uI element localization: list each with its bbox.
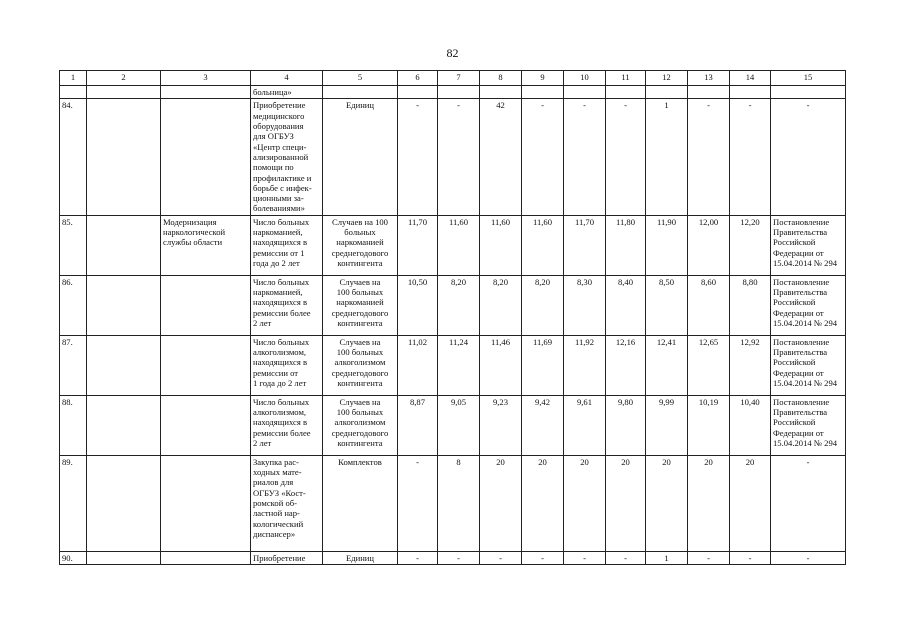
- value-cell: 11,24: [438, 335, 480, 395]
- unit-cell: Единиц: [323, 99, 398, 215]
- basis-cell: -: [771, 551, 846, 564]
- unit-cell: Случаев на 100 больных алкоголизмом среднегодового контингента: [323, 395, 398, 455]
- value-cell: 20: [564, 455, 606, 551]
- value-cell: -: [730, 551, 771, 564]
- value-cell: -: [522, 551, 564, 564]
- basis-cell: -: [771, 455, 846, 551]
- value-cell: -: [398, 99, 438, 215]
- value-cell: [522, 86, 564, 99]
- indicators-table: [59, 70, 846, 565]
- row-number-cell: 89.: [60, 455, 87, 551]
- value-cell: 1: [646, 99, 688, 215]
- value-cell: -: [438, 551, 480, 564]
- header-cell: 8: [480, 71, 522, 86]
- value-cell: 8,87: [398, 395, 438, 455]
- value-cell: 10,40: [730, 395, 771, 455]
- value-cell: 12,00: [688, 215, 730, 275]
- value-cell: 12,41: [646, 335, 688, 395]
- event-name-cell: Модернизация наркологической службы области: [161, 215, 251, 275]
- header-cell: 4: [251, 71, 323, 86]
- value-cell: [480, 86, 522, 99]
- value-cell: 12,16: [606, 335, 646, 395]
- unit-cell: Случаев на 100 больных алкоголизмом среднегодового контингента: [323, 335, 398, 395]
- value-cell: 20: [606, 455, 646, 551]
- value-cell: 11,60: [522, 215, 564, 275]
- value-cell: 8,30: [564, 275, 606, 335]
- row-number-cell: 87.: [60, 335, 87, 395]
- basis-cell: [771, 86, 846, 99]
- header-cell: 13: [688, 71, 730, 86]
- value-cell: 8,40: [606, 275, 646, 335]
- row-number-cell: 86.: [60, 275, 87, 335]
- value-cell: -: [688, 99, 730, 215]
- value-cell: 8,20: [522, 275, 564, 335]
- indicator-name-cell: Число больных наркоманией, находящихся в ремиссии от 1 года до 2 лет: [251, 215, 323, 275]
- header-cell: 9: [522, 71, 564, 86]
- table-row: [60, 275, 846, 335]
- indicator-name-cell: Приобретение медицинского оборудования для ОГБУЗ «Центр специ- ализированной помощи по профилактике и борьбе с инфек- ционными за- болеваниями»: [251, 99, 323, 215]
- section-cell: [87, 86, 161, 99]
- page-number: 82: [446, 46, 459, 60]
- event-name-cell: [161, 455, 251, 551]
- header-cell: 5: [323, 71, 398, 86]
- value-cell: 9,42: [522, 395, 564, 455]
- value-cell: -: [606, 551, 646, 564]
- row-number-cell: 88.: [60, 395, 87, 455]
- unit-cell: [323, 86, 398, 99]
- header-cell: 14: [730, 71, 771, 86]
- event-name-cell: [161, 335, 251, 395]
- header-cell: 15: [771, 71, 846, 86]
- value-cell: 20: [480, 455, 522, 551]
- value-cell: -: [564, 99, 606, 215]
- basis-cell: Постановление Правительства Российской Федерации от 15.04.2014 № 294: [771, 215, 846, 275]
- unit-cell: Единиц: [323, 551, 398, 564]
- value-cell: 9,05: [438, 395, 480, 455]
- indicator-name-cell: Число больных наркоманией, находящихся в ремиссии более 2 лет: [251, 275, 323, 335]
- section-cell: [87, 275, 161, 335]
- value-cell: 9,23: [480, 395, 522, 455]
- table-row: [60, 86, 846, 99]
- value-cell: 9,80: [606, 395, 646, 455]
- header-cell: 3: [161, 71, 251, 86]
- value-cell: 20: [646, 455, 688, 551]
- value-cell: 8,20: [480, 275, 522, 335]
- value-cell: 12,20: [730, 215, 771, 275]
- header-cell: 2: [87, 71, 161, 86]
- value-cell: -: [688, 551, 730, 564]
- event-name-cell: [161, 275, 251, 335]
- value-cell: 9,61: [564, 395, 606, 455]
- value-cell: -: [480, 551, 522, 564]
- header-row: [60, 71, 846, 86]
- value-cell: -: [398, 455, 438, 551]
- basis-cell: -: [771, 99, 846, 215]
- basis-cell: Постановление Правительства Российской Федерации от 15.04.2014 № 294: [771, 395, 846, 455]
- event-name-cell: [161, 395, 251, 455]
- indicator-name-cell: больница»: [251, 86, 323, 99]
- value-cell: 20: [730, 455, 771, 551]
- value-cell: 10,19: [688, 395, 730, 455]
- value-cell: 8,50: [646, 275, 688, 335]
- value-cell: 20: [522, 455, 564, 551]
- header-cell: 11: [606, 71, 646, 86]
- value-cell: 42: [480, 99, 522, 215]
- table-row: [60, 395, 846, 455]
- section-cell: [87, 335, 161, 395]
- table-row: [60, 551, 846, 564]
- row-number-cell: 90.: [60, 551, 87, 564]
- value-cell: -: [606, 99, 646, 215]
- value-cell: -: [730, 99, 771, 215]
- value-cell: -: [564, 551, 606, 564]
- value-cell: 11,70: [398, 215, 438, 275]
- section-cell: [87, 99, 161, 215]
- section-cell: [87, 455, 161, 551]
- indicator-name-cell: Закупка рас- ходных мате- риалов для ОГБУЗ «Кост- ромской об- ластной нар- кологический диспансер»: [251, 455, 323, 551]
- value-cell: [438, 86, 480, 99]
- unit-cell: Случаев на 100 больных наркоманией среднегодового контингента: [323, 275, 398, 335]
- value-cell: [606, 86, 646, 99]
- value-cell: 1: [646, 551, 688, 564]
- section-cell: [87, 215, 161, 275]
- header-cell: 7: [438, 71, 480, 86]
- value-cell: -: [438, 99, 480, 215]
- value-cell: 8,80: [730, 275, 771, 335]
- section-cell: [87, 551, 161, 564]
- header-cell: 6: [398, 71, 438, 86]
- header-cell: 1: [60, 71, 87, 86]
- basis-cell: Постановление Правительства Российской Федерации от 15.04.2014 № 294: [771, 275, 846, 335]
- event-name-cell: [161, 99, 251, 215]
- table-row: [60, 335, 846, 395]
- indicator-name-cell: Число больных алкоголизмом, находящихся в ремиссии более 2 лет: [251, 395, 323, 455]
- row-number-cell: 85.: [60, 215, 87, 275]
- value-cell: 11,70: [564, 215, 606, 275]
- value-cell: -: [522, 99, 564, 215]
- value-cell: 11,60: [438, 215, 480, 275]
- value-cell: [398, 86, 438, 99]
- value-cell: 11,80: [606, 215, 646, 275]
- row-number-cell: [60, 86, 87, 99]
- basis-cell: Постановление Правительства Российской Федерации от 15.04.2014 № 294: [771, 335, 846, 395]
- section-cell: [87, 395, 161, 455]
- value-cell: 20: [688, 455, 730, 551]
- value-cell: -: [398, 551, 438, 564]
- value-cell: [564, 86, 606, 99]
- value-cell: 8,20: [438, 275, 480, 335]
- table-row: [60, 215, 846, 275]
- value-cell: [688, 86, 730, 99]
- value-cell: [730, 86, 771, 99]
- header-cell: 10: [564, 71, 606, 86]
- unit-cell: Случаев на 100 больных наркоманией среднегодового контингента: [323, 215, 398, 275]
- value-cell: 11,90: [646, 215, 688, 275]
- indicator-name-cell: Приобретение: [251, 551, 323, 564]
- value-cell: [646, 86, 688, 99]
- row-number-cell: 84.: [60, 99, 87, 215]
- event-name-cell: [161, 551, 251, 564]
- unit-cell: Комплектов: [323, 455, 398, 551]
- indicator-name-cell: Число больных алкоголизмом, находящихся в ремиссии от 1 года до 2 лет: [251, 335, 323, 395]
- event-name-cell: [161, 86, 251, 99]
- header-cell: 12: [646, 71, 688, 86]
- table-row: [60, 99, 846, 215]
- value-cell: 12,65: [688, 335, 730, 395]
- table-row: [60, 455, 846, 551]
- value-cell: 12,92: [730, 335, 771, 395]
- value-cell: 11,46: [480, 335, 522, 395]
- value-cell: 8: [438, 455, 480, 551]
- value-cell: 11,92: [564, 335, 606, 395]
- value-cell: 11,60: [480, 215, 522, 275]
- value-cell: 9,99: [646, 395, 688, 455]
- value-cell: 10,50: [398, 275, 438, 335]
- value-cell: 8,60: [688, 275, 730, 335]
- value-cell: 11,02: [398, 335, 438, 395]
- value-cell: 11,69: [522, 335, 564, 395]
